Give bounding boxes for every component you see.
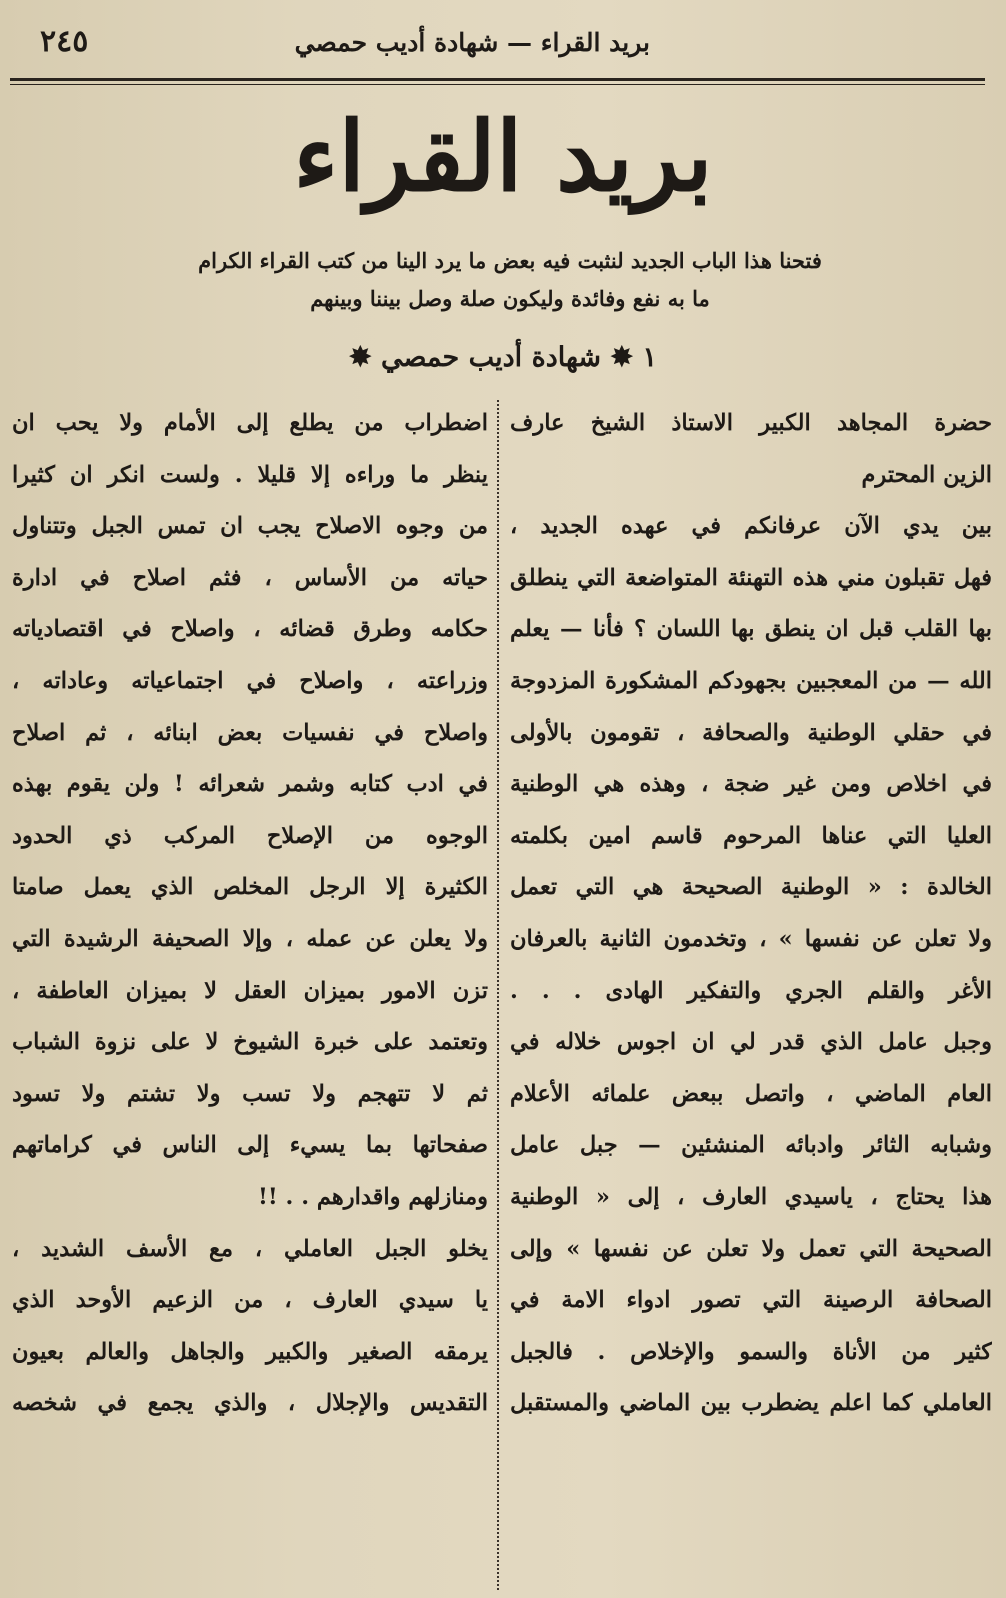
text-line: ومنازلهم واقدارهم . . !!	[257, 1183, 488, 1210]
text-line: وشبابه الثائر وادبائه المنشئين — جبل عامل	[510, 1132, 992, 1159]
header-rule-thin	[10, 84, 985, 85]
text-line: صفحاتها بما يسيء إلى الناس في كراماتهم	[12, 1132, 488, 1159]
text-line: العام الماضي ، واتصل ببعض علمائه الأعلام	[510, 1080, 992, 1107]
text-line: يا سيدي العارف ، من الزعيم الأوحد الذي	[12, 1287, 488, 1314]
text-line: الخالدة : « الوطنية الصحيحة هي التي تعمل	[510, 874, 992, 901]
text-line: فهل تقبلون مني هذه التهنئة المتواضعة التي ينطلق	[510, 564, 992, 591]
text-line: في اخلاص ومن غير ضجة ، وهذه هي الوطنية	[510, 771, 992, 798]
text-line: هذا يحتاج ، ياسيدي العارف ، إلى « الوطنية	[510, 1183, 992, 1210]
text-line: في حقلي الوطنية والصحافة ، تقومون بالأولى	[510, 719, 992, 746]
text-line: التقديس والإجلال ، والذي يجمع في شخصه	[12, 1390, 488, 1417]
text-line: الأغر والقلم الجري والتفكير الهادى . . .	[510, 977, 992, 1004]
text-line: تزن الامور بميزان العقل لا بميزان العاطفة ،	[12, 977, 488, 1004]
text-line: الكثيرة إلا الرجل المخلص الذي يعمل صامتا	[12, 874, 488, 901]
text-line: واصلاح في نفسيات بعض ابنائه ، ثم اصلاح	[12, 719, 488, 746]
text-line: العاملي كما اعلم يضطرب بين الماضي والمستقبل	[510, 1390, 992, 1417]
text-line: ولا يعلن عن عمله ، وإلا الصحيفة الرشيدة التي	[12, 925, 488, 952]
text-line: ثم لا تتهجم ولا تسب ولا تشتم ولا تسود	[12, 1080, 488, 1107]
text-line: كثير من الأناة والسمو والإخلاص . فالجبل	[510, 1338, 992, 1365]
text-line: ينظر ما وراءه إلا قليلا . ولست انكر ان كثيرا	[12, 461, 488, 488]
intro-line-1: فتحنا هذا الباب الجديد لنثبت فيه بعض ما يرد الينا من كتب القراء الكرام	[198, 248, 822, 273]
text-line: يخلو الجبل العاملي ، مع الأسف الشديد ،	[12, 1235, 488, 1262]
running-title: بريد القراء — شهادة أديب حمصي	[294, 28, 650, 57]
text-line: حياته من الأساس ، فثم اصلاح في ادارة	[12, 564, 488, 591]
text-line: بين يدي الآن عرفانكم في عهده الجديد ،	[510, 513, 992, 540]
text-line: الزين المحترم	[861, 461, 992, 488]
text-line: الصحيحة التي تعمل ولا تعلن عن نفسها » وإلى	[510, 1235, 992, 1262]
intro-line-2: ما به نفع وفائدة وليكون صلة وصل بيننا وبينهم	[310, 286, 710, 311]
section-number: ١	[642, 342, 658, 373]
section-heading	[0, 342, 1006, 373]
text-line: الله — من المعجبين بجهودكم المشكورة المزدوجة	[510, 667, 992, 694]
section-masthead: بريد القراء	[293, 100, 713, 213]
page-number: ٢٤٥	[40, 24, 89, 59]
ornament-star-icon: ✸	[348, 342, 372, 373]
text-line: اضطراب من يطلع إلى الأمام ولا يحب ان	[12, 410, 488, 436]
ornament-star-icon: ✸	[610, 342, 634, 373]
right-column	[510, 398, 992, 1430]
column-divider	[497, 400, 499, 1590]
text-line: الصحافة الرصينة التي تصور ادواء الامة في	[510, 1287, 992, 1314]
text-line: الوجوه من الإصلاح المركب ذي الحدود	[12, 822, 488, 849]
text-line: حضرة المجاهد الكبير الاستاذ الشيخ عارف	[510, 410, 992, 436]
intro-paragraph	[60, 242, 960, 318]
text-line: يرمقه الصغير والكبير والجاهل والعالم بعيون	[12, 1338, 488, 1365]
text-line: وتعتمد على خبرة الشيوخ لا على نزوة الشباب	[12, 1029, 488, 1056]
page-header	[10, 22, 980, 72]
text-line: وزراعته ، واصلاح في اجتماعياته وعاداته ،	[12, 667, 488, 694]
text-line: ولا تعلن عن نفسها » ، وتخدمون الثانية بالعرفان	[510, 925, 992, 952]
text-line: في ادب كتابه وشمر شعرائه ! ولن يقوم بهذه	[12, 771, 488, 798]
header-rule	[10, 78, 985, 81]
text-line: العليا التي عناها المرحوم قاسم امين بكلمته	[510, 822, 992, 849]
section-title: شهادة أديب حمصي	[381, 342, 602, 373]
text-line: بها القلب قبل ان ينطق بها اللسان ؟ فأنا — يعلم	[510, 616, 992, 643]
left-column	[12, 398, 488, 1430]
text-line: من وجوه الاصلاح يجب ان تمس الجبل وتتناول	[12, 513, 488, 540]
text-line: وجبل عامل الذي قدر لي ان اجوس خلاله في	[510, 1029, 992, 1056]
text-line: حكامه وطرق قضائه ، واصلاح في اقتصادياته	[12, 616, 488, 643]
